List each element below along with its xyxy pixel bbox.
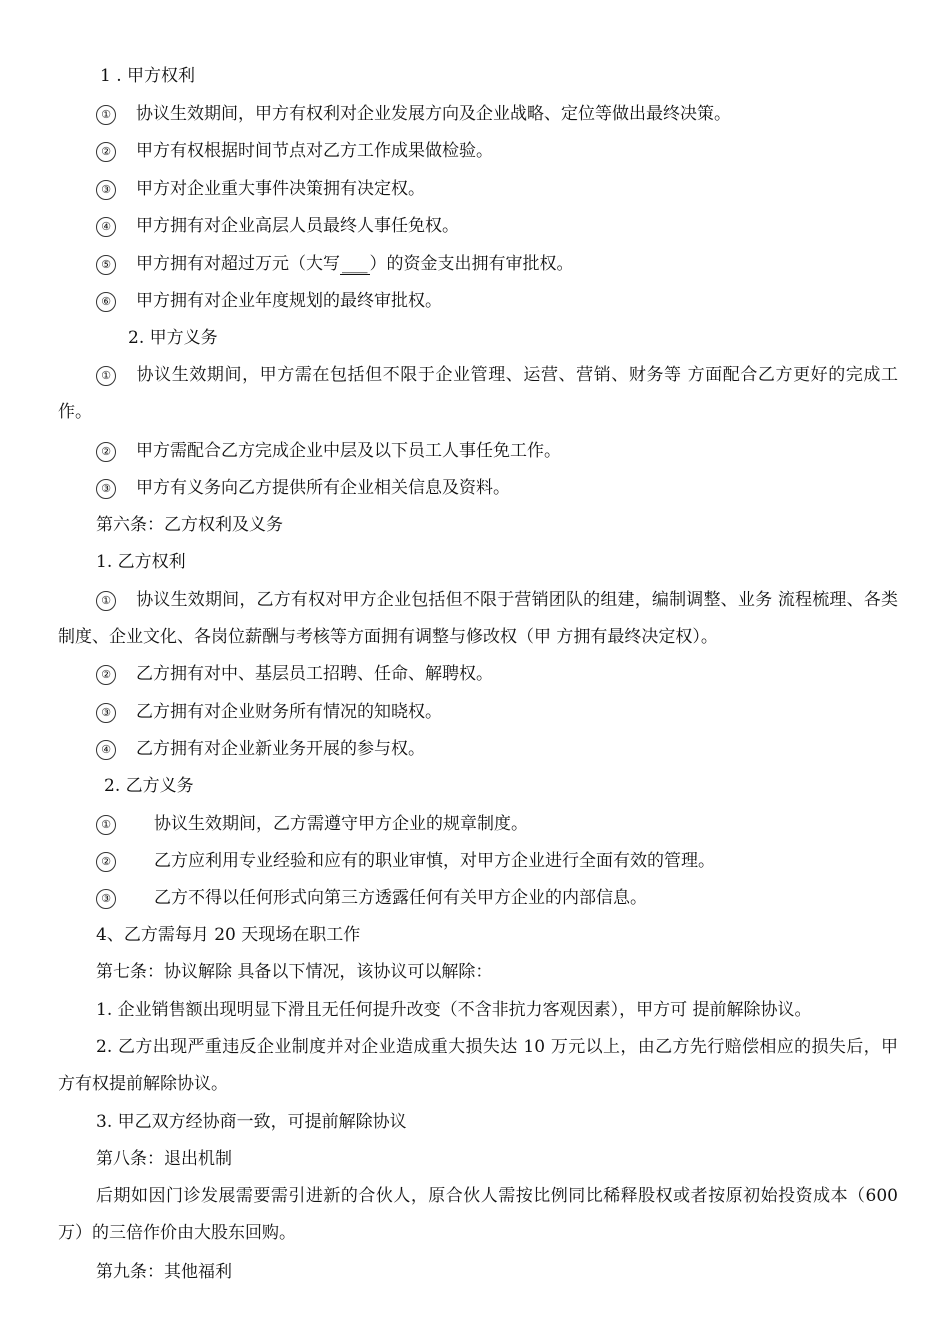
list-item xyxy=(96,104,731,125)
list-item-text: 协议生效期间，甲方需在包括但不限于企业管理、运营、营销、财务等 方面配合乙方更好的完成工作。 xyxy=(58,365,898,422)
list-item-text: 乙方拥有对中、基层员工招聘、任命、解聘权。 xyxy=(136,664,493,684)
circle-number-2: ② xyxy=(96,665,116,685)
amount-blank: ___ xyxy=(342,254,368,274)
list-item-text: 乙方拥有对企业新业务开展的参与权。 xyxy=(136,739,425,759)
article-9-title: 第九条：其他福利 xyxy=(96,1262,232,1282)
b-duties-title: 2. 乙方义务 xyxy=(104,776,194,796)
circle-number-5: ⑤ xyxy=(96,255,116,275)
list-item: 3. 甲乙双方经协商一致，可提前解除协议 xyxy=(96,1112,407,1132)
list-item xyxy=(96,141,493,162)
circle-number-3: ③ xyxy=(96,180,116,200)
list-item xyxy=(96,664,493,685)
list-item xyxy=(96,702,442,723)
circle-number-1: ① xyxy=(96,105,116,125)
circle-number-2: ② xyxy=(96,142,116,162)
list-item xyxy=(96,216,459,237)
list-item-text: 协议生效期间，甲方有权利对企业发展方向及企业战略、定位等做出最终决策。 xyxy=(136,104,731,124)
list-item-text: 甲方拥有对企业年度规划的最终审批权。 xyxy=(136,291,442,311)
list-item xyxy=(58,357,898,431)
circle-number-1: ① xyxy=(96,815,116,835)
list-item-text-tail: ）的资金支出拥有审批权。 xyxy=(369,254,574,274)
list-item xyxy=(96,851,715,872)
circle-number-2: ② xyxy=(96,852,116,872)
list-item xyxy=(96,291,442,312)
article-8-title: 第八条：退出机制 xyxy=(96,1149,232,1169)
list-item xyxy=(96,478,510,499)
circle-number-1: ① xyxy=(96,366,116,386)
circle-number-6: ⑥ xyxy=(96,292,116,312)
circle-number-4: ④ xyxy=(96,740,116,760)
list-item-text: 协议生效期间，乙方需遵守甲方企业的规章制度。 xyxy=(154,814,528,834)
list-item-text: 甲方有义务向乙方提供所有企业相关信息及资料。 xyxy=(136,478,510,498)
list-item xyxy=(96,739,425,760)
article-7-title: 第七条：协议解除 具备以下情况，该协议可以解除： xyxy=(96,962,493,982)
circle-number-4: ④ xyxy=(96,217,116,237)
list-item-text: 乙方不得以任何形式向第三方透露任何有关甲方企业的内部信息。 xyxy=(154,888,647,908)
article-6-title: 第六条：乙方权利及义务 xyxy=(96,515,283,535)
circle-number-3: ③ xyxy=(96,703,116,723)
list-item xyxy=(96,254,574,275)
list-item xyxy=(96,441,561,462)
b-duty-4: 4、乙方需每月 20 天现场在职工作 xyxy=(96,925,361,945)
list-item-text: 协议生效期间，乙方有权对甲方企业包括但不限于营销团队的组建，编制调整、业务 流程梳理、各类制度、企业文化、各岗位薪酬与考核等方面拥有调整与修改权（甲 方拥有最终决定权）。 xyxy=(58,590,898,647)
list-item-text: 甲方拥有对超过万元（大写 xyxy=(136,254,340,274)
list-item-text: 甲方需配合乙方完成企业中层及以下员工人事任免工作。 xyxy=(136,441,561,461)
list-item xyxy=(96,179,425,200)
list-item-text: 甲方拥有对企业高层人员最终人事任免权。 xyxy=(136,216,459,236)
list-item xyxy=(96,814,528,835)
circle-number-3: ③ xyxy=(96,479,116,499)
article-8-text: 后期如因门诊发展需要需引进新的合伙人，原合伙人需按比例同比稀释股权或者按原初始投资成本（600 万）的三倍作价由大股东回购。 xyxy=(58,1186,898,1243)
list-item xyxy=(58,582,898,656)
circle-number-1: ① xyxy=(96,591,116,611)
circle-number-3: ③ xyxy=(96,889,116,909)
list-item-text: 甲方对企业重大事件决策拥有决定权。 xyxy=(136,179,425,199)
b-rights-title: 1. 乙方权利 xyxy=(96,552,186,572)
list-item-text: 甲方有权根据时间节点对乙方工作成果做检验。 xyxy=(136,141,493,161)
circle-number-2: ② xyxy=(96,442,116,462)
a-rights-title: 1 . 甲方权利 xyxy=(100,66,196,86)
a-duties-title: 2. 甲方义务 xyxy=(128,328,218,348)
list-item: 1. 企业销售额出现明显下滑且无任何提升改变（不含非抗力客观因素），甲方可 提前解除协议。 xyxy=(96,1000,812,1020)
list-item xyxy=(96,888,647,909)
list-item-text: 乙方应利用专业经验和应有的职业审慎，对甲方企业进行全面有效的管理。 xyxy=(154,851,715,871)
list-item: 2. 乙方出现严重违反企业制度并对企业造成重大损失达 10 万元以上，由乙方先行赔偿相应的损失后，甲方有权提前解除协议。 xyxy=(58,1037,898,1094)
list-item-text: 乙方拥有对企业财务所有情况的知晓权。 xyxy=(136,702,442,722)
